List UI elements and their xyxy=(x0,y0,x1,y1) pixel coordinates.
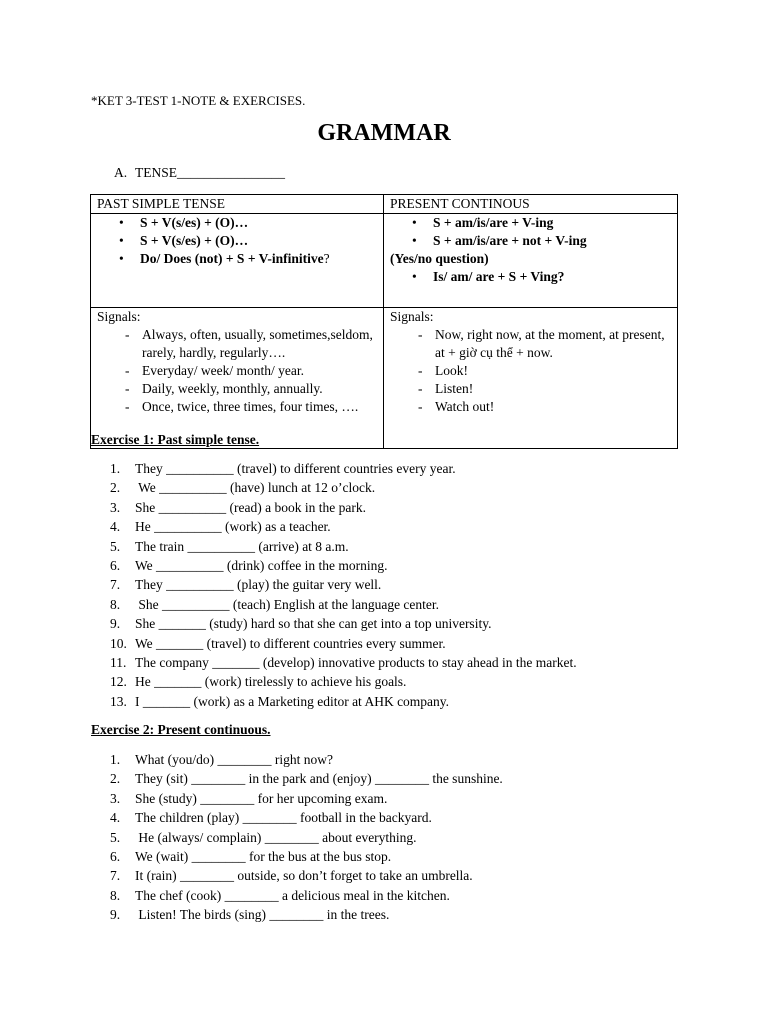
exercise-item-text: The chef (cook) ________ a delicious meal in the kitchen. xyxy=(135,887,450,903)
exercise-item-number: 11. xyxy=(110,654,127,670)
signal-item: - Daily, weekly, monthly, annually. xyxy=(119,380,377,398)
exercise-item-number: 4. xyxy=(110,519,121,535)
present-continuous-header: PRESENT CONTINOUS xyxy=(384,195,678,214)
exercise-item-text: The train __________ (arrive) at 8 a.m. xyxy=(135,538,349,554)
signal-item: - Once, twice, three times, four times, …. xyxy=(119,398,377,416)
signal-item: - Everyday/ week/ month/ year. xyxy=(119,362,377,380)
section-a-label: TENSE________________ xyxy=(135,165,285,180)
exercise-item xyxy=(110,614,577,633)
exercise-item-number: 8. xyxy=(110,887,121,903)
exercise-1-title: Exercise 1: Past simple tense. xyxy=(91,432,260,447)
exercise-item-number: 5. xyxy=(110,829,121,845)
exercise-item-text: They __________ (travel) to different countries every year. xyxy=(135,461,456,476)
exercise-item xyxy=(110,517,577,536)
exercise-item xyxy=(110,866,503,885)
exercise-item-text: He __________ (work) as a teacher. xyxy=(135,519,331,535)
exercise-item-text: What (you/do) ________ right now? xyxy=(135,752,333,767)
exercise-item xyxy=(110,847,503,866)
exercise-item xyxy=(110,828,503,847)
exercise-item-text: She __________ (read) a book in the park. xyxy=(135,499,366,515)
exercise-item-text: I _______ (work) as a Marketing editor at AHK company. xyxy=(135,693,450,709)
past-simple-forms xyxy=(91,214,384,308)
exercise-item xyxy=(110,595,577,614)
past-form-item: • Do/ Does (not) + S + V-infinitive? xyxy=(119,250,377,268)
exercise-item-number: 7. xyxy=(110,577,121,593)
tense-signals-row xyxy=(91,308,678,449)
exercise-item xyxy=(110,692,577,711)
present-question-form: • Is/ am/ are + S + Ving? xyxy=(412,268,671,286)
tense-table-header-row xyxy=(91,195,678,214)
exercise-item-text: The children (play) ________ football in the backyard. xyxy=(135,810,432,826)
exercise-item xyxy=(110,459,577,478)
signal-item: - Listen! xyxy=(412,380,671,398)
exercise-item-text: She _______ (study) hard so that she can get into a top university. xyxy=(135,616,492,632)
exercise-item-text: It (rain) ________ outside, so don’t forget to take an umbrella. xyxy=(135,868,473,884)
exercise-item-number: 4. xyxy=(110,810,121,826)
exercise-2-list xyxy=(110,750,503,925)
exercise-item xyxy=(110,498,577,517)
exercise-item-number: 1. xyxy=(110,461,121,476)
exercise-2-title: Exercise 2: Present continuous. xyxy=(91,722,271,737)
exercise-item-number: 13. xyxy=(110,693,127,709)
exercise-item-number: 5. xyxy=(110,538,121,554)
page-title: GRAMMAR xyxy=(317,120,451,146)
exercise-item-text: They (sit) ________ in the park and (enjoy) ________ the sunshine. xyxy=(135,771,503,787)
exercise-item-number: 8. xyxy=(110,596,121,612)
exercise-item xyxy=(110,556,577,575)
exercise-item-text: We _______ (travel) to different countries every summer. xyxy=(135,635,446,651)
section-a-marker: A. xyxy=(114,165,128,180)
past-simple-header: PAST SIMPLE TENSE xyxy=(91,195,384,214)
exercise-item xyxy=(110,789,503,808)
exercise-1-list xyxy=(110,459,577,711)
exercise-item xyxy=(110,634,577,653)
exercise-item xyxy=(110,537,577,556)
exercise-item xyxy=(110,886,503,905)
present-continuous-forms xyxy=(384,214,678,308)
document-header: *KET 3-TEST 1-NOTE & EXERCISES. xyxy=(91,93,306,108)
exercise-item-number: 9. xyxy=(110,907,121,923)
exercise-item-number: 7. xyxy=(110,868,121,884)
exercise-item xyxy=(110,769,503,788)
exercise-item-number: 6. xyxy=(110,848,121,864)
past-form-item: • S + V(s/es) + (O)… xyxy=(119,232,377,250)
exercise-item xyxy=(110,672,577,691)
exercise-item-number: 9. xyxy=(110,616,121,632)
signals-label: Signals: xyxy=(97,309,141,324)
exercise-item-text: She (study) ________ for her upcoming exam. xyxy=(135,790,388,806)
exercise-item xyxy=(110,808,503,827)
exercise-item-number: 2. xyxy=(110,771,121,787)
present-form-item: • S + am/is/are + V-ing xyxy=(412,214,671,232)
exercise-item xyxy=(110,478,577,497)
signal-item: - Look! xyxy=(412,362,671,380)
tense-forms-row xyxy=(91,214,678,308)
signals-label: Signals: xyxy=(390,309,434,324)
tense-table xyxy=(90,194,678,449)
signal-item: - Now, right now, at the moment, at present, at + giờ cụ thể + now. xyxy=(412,326,671,362)
exercise-item-text: The company _______ (develop) innovative products to stay ahead in the market. xyxy=(135,654,577,670)
exercise-item xyxy=(110,750,503,769)
past-simple-signals xyxy=(91,308,384,449)
exercise-item-text: He _______ (work) tirelessly to achieve his goals. xyxy=(135,674,407,690)
exercise-item-number: 12. xyxy=(110,674,127,690)
exercise-item xyxy=(110,575,577,594)
exercise-item-text: We __________ (drink) coffee in the morning. xyxy=(135,557,388,573)
exercise-item-number: 2. xyxy=(110,480,121,496)
exercise-item-text: Listen! The birds (sing) ________ in the trees. xyxy=(135,907,390,923)
exercise-item-number: 3. xyxy=(110,790,121,806)
signal-item: - Always, often, usually, sometimes,seldom, rarely, hardly, regularly…. xyxy=(119,326,377,362)
exercise-item-text: We (wait) ________ for the bus at the bus stop. xyxy=(135,848,392,864)
exercise-item-number: 6. xyxy=(110,557,121,573)
section-a-heading xyxy=(114,165,285,181)
exercise-item-number: 1. xyxy=(110,752,121,767)
exercise-item xyxy=(110,653,577,672)
exercise-item-text: We __________ (have) lunch at 12 o’clock. xyxy=(135,480,376,496)
exercise-item-number: 10. xyxy=(110,635,127,651)
yes-no-question-note: (Yes/no question) xyxy=(390,251,489,266)
exercise-item-text: She __________ (teach) English at the language center. xyxy=(135,596,440,612)
past-form-item: • S + V(s/es) + (O)… xyxy=(119,214,377,232)
exercise-item-number: 3. xyxy=(110,499,121,515)
signal-item: - Watch out! xyxy=(412,398,671,416)
present-form-item: • S + am/is/are + not + V-ing xyxy=(412,232,671,250)
exercise-item xyxy=(110,905,503,924)
exercise-item-text: They __________ (play) the guitar very well. xyxy=(135,577,382,593)
exercise-item-text: He (always/ complain) ________ about everything. xyxy=(135,829,417,845)
present-continuous-signals xyxy=(384,308,678,449)
